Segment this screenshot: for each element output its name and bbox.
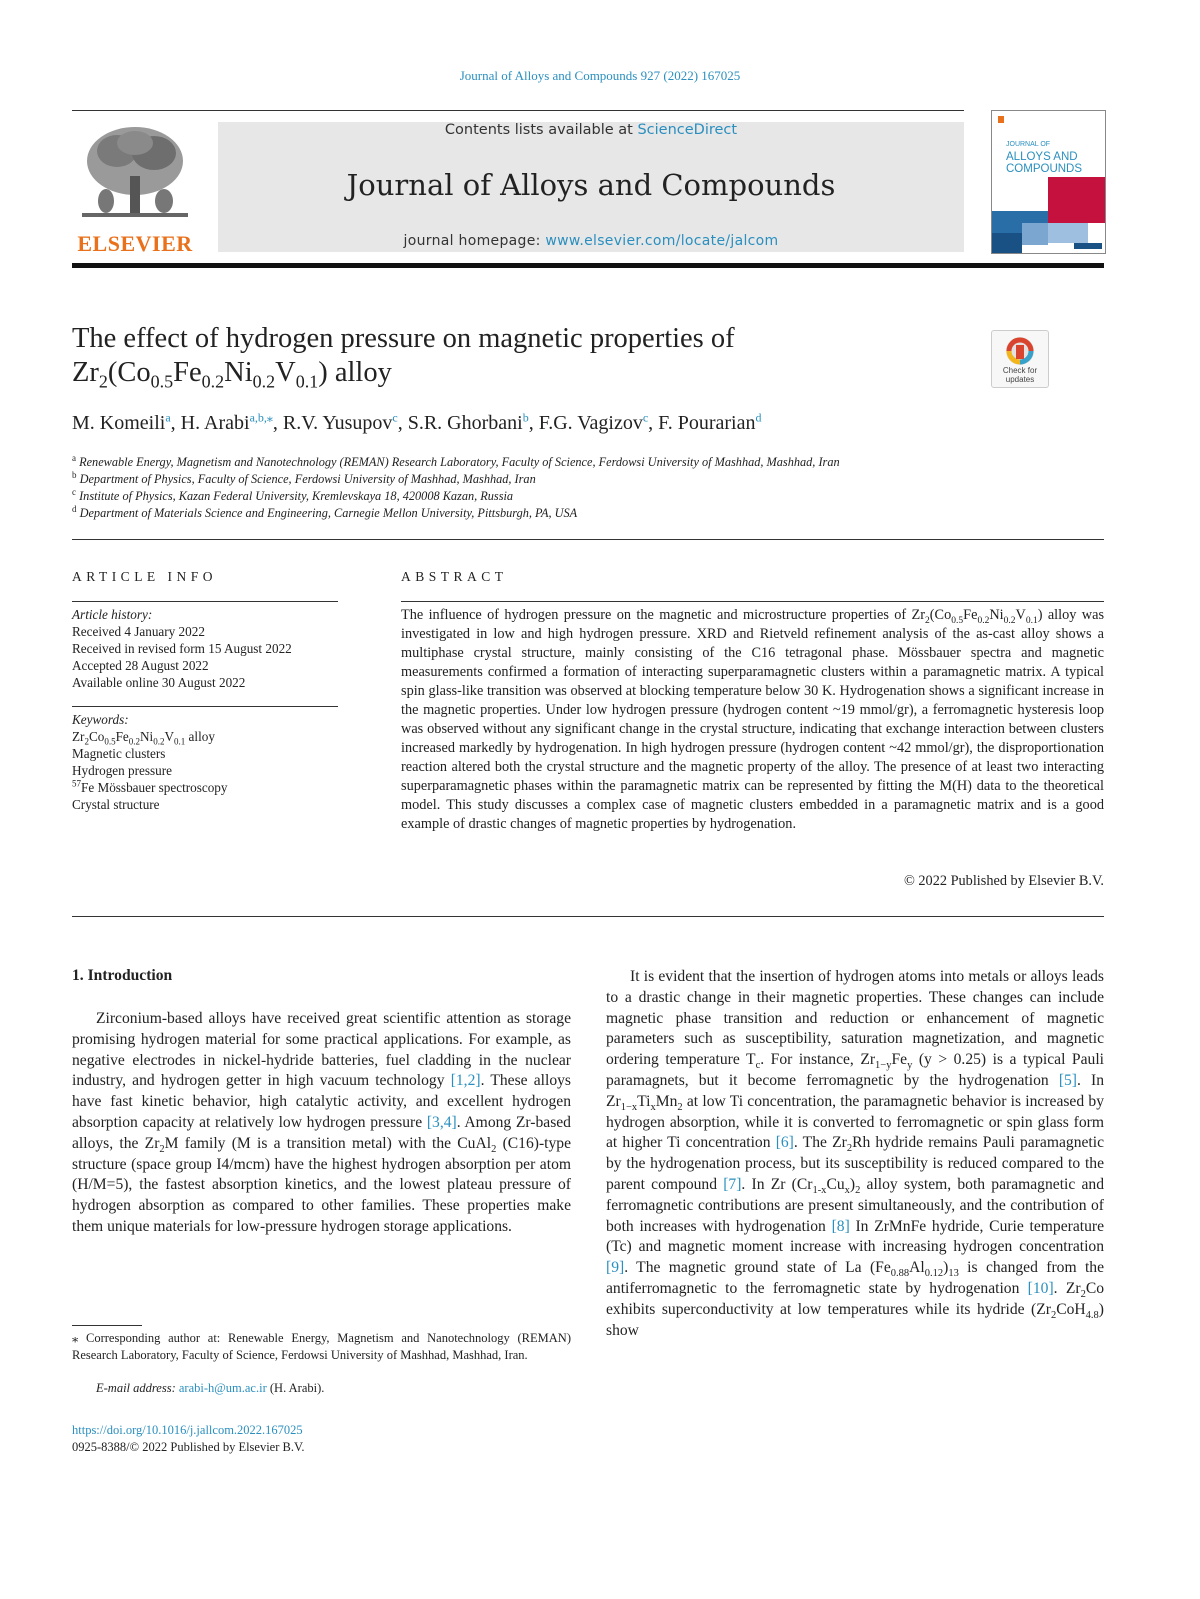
keyword-item: Crystal structure (72, 797, 160, 812)
history-item: Received 4 January 2022 (72, 624, 205, 639)
doi-link-text[interactable]: https://doi.org/10.1016/j.jallcom.2022.167025 (72, 1423, 303, 1437)
journal-cover[interactable] (991, 110, 1106, 254)
contents-prefix: Contents lists available at (444, 122, 638, 138)
affiliation-key: a (72, 452, 76, 463)
paper-title-line: The effect of hydrogen pressure on magnetic properties of (72, 323, 735, 354)
contents-line (218, 122, 964, 138)
abstract-text: The influence of hydrogen pressure on the magnetic and microstructure properties of $Zr_2(Co_{0.5}Fe_{0.2}Ni_{0.2}V_{0.1})$ alloy was investigated in low and high hydrogen pressure. XRD and Rietveld refinement analysis of the as-cast alloy shows a multiphase crystal structure, mainly consisting of the C16 tetragonal phase. Mössbauer spectra and magnetic measurements confirmed a formation of interacting superparamagnetic clusters within a paramagnetic matrix. A typical spin glass-like transition was observed at blocking temperature below 30 K. Hydrogenation shows a significant increase in the magnetic properties. Under low hydrogen pressure (hydrogen content ~19 mmol/gr), a ferromagnetic hysteresis loop was observed without any significant change in the crystal structure, indicating that exchange interaction between clusters increased markedly by hydrogenation. In high hydrogen pressure (hydrogen content ~42 mmol/gr), the disproportionation reaction altered both the crystal structure and the magnetic property of the alloy. The presence of at least two interacting superparamagnetic phases within the paramagnetic matrix can be represented by fitting the M(H) data to the theoretical model. This study discusses a complex case of magnetic clusters embedded in a paramagnetic matrix and is a good example of drastic changes of magnetic properties by hydrogenation. (401, 607, 1105, 832)
elsevier-tree-icon (72, 121, 198, 229)
crossmark-button[interactable] (991, 330, 1049, 388)
affiliations-rule (72, 539, 1104, 540)
article-history (72, 606, 342, 691)
keyword-item: Hydrogen pressure (72, 763, 172, 778)
affiliation-key: b (72, 469, 77, 480)
citation-link[interactable]: [8] (831, 1217, 850, 1235)
author-name[interactable]: H. Arabi (180, 412, 250, 434)
paper-title-formula: $Zr_2(Co_{0.5}Fe_{0.2}Ni_{0.2}V_{0.1})$ alloy (72, 357, 392, 392)
author-affiliation-mark[interactable]: c (642, 410, 649, 425)
affiliation-text: Department of Physics, Faculty of Science, Ferdowsi University of Mashhad, Mashhad, Iran (79, 472, 536, 486)
masthead-rule (72, 263, 1104, 268)
email-suffix: (H. Arabi). (266, 1381, 325, 1395)
running-head[interactable]: Journal of Alloys and Compounds 927 (2022) 167025 (459, 68, 741, 83)
author-name[interactable]: F.G. Vagizov (538, 412, 643, 434)
footnote-rule (72, 1325, 142, 1326)
keyword-item: $Zr_2Co_{0.5}Fe_{0.2}Ni_{0.2}V_{0.1}$ alloy (72, 729, 215, 747)
history-item: Available online 30 August 2022 (72, 675, 246, 690)
journal-title: Journal of Alloys and Compounds (346, 168, 836, 202)
citation-link[interactable]: [3,4] (426, 1113, 457, 1131)
author-affiliation-mark[interactable]: a,b,⁎ (249, 410, 273, 425)
citation-link[interactable]: [9] (606, 1259, 625, 1277)
abstract-end-rule (72, 916, 1104, 917)
email-line (96, 1381, 324, 1396)
affiliation-text: Renewable Energy, Magnetism and Nanotechnology (REMAN) Research Laboratory, Faculty of Science, Ferdowsi University of Mashhad, Mashhad, Iran (79, 455, 840, 469)
paper-title (72, 322, 952, 390)
abstract-copyright: © 2022 Published by Elsevier B.V. (903, 873, 1104, 889)
citation-link[interactable]: [5] (1058, 1071, 1077, 1089)
cover-title-line: JOURNAL OF (1006, 141, 1051, 148)
author-affiliation-mark[interactable]: a (165, 410, 171, 425)
crossmark-label-line: updates (1005, 375, 1035, 384)
author-name[interactable]: F. Pourarian (658, 412, 756, 434)
keywords-label: Keywords: (72, 712, 129, 727)
article-info-rule (72, 601, 338, 602)
affiliation-text: Department of Materials Science and Engineering, Carnegie Mellon University, Pittsburgh, PA, USA (79, 506, 578, 520)
citation-link[interactable]: [10] (1027, 1279, 1054, 1297)
journal-masthead (218, 122, 964, 252)
author-name[interactable]: R.V. Yusupov (282, 412, 393, 434)
intro-paragraph-right: It is evident that the insertion of hydrogen atoms into metals or alloys leads to a drastic change in their magnetic properties. These changes can include magnetic phase transition and reduction or enhancement of magnetic parameters such as susceptibility, saturation magnetization, and magnetic ordering temperature $T_c$. For instance, $Zr_{1-y}Fe_y$ (y > 0.25) is a typical Pauli paramagnets, but it become ferromagnetic by the hydrogenation [5]. In $Zr_{1-x}Ti_xMn_2$ at low Ti concentration, the paramagnetic behavior is increased by hydrogen absorption, while it is converted to ferromagnetic or spin glass form at higher Ti concentration [6]. The $Zr_2Rh$ hydride remains Pauli paramagnetic by the hydrogenation process, but its susceptibility is reduced compared to the parent compound [7]. In Zr $(Cr_{1-x}Cu_x)_2$ alloy system, both paramagnetic and ferromagnetic contributions are present simultaneously, and the contribution of both increases with hydrogenation [8] In ZrMnFe hydride, Curie temperature (Tc) and magnetic moment increase with increasing hydrogen concentration [9]. The magnetic ground state of La $(Fe_{0.88}Al_{0.12})_{13}$ is changed from the antiferromagnetic to the ferromagnetic state by hydrogenation [10]. $Zr_2Co$ exhibits superconductivity at low temperatures while its hydride $(Zr_2CoH_{4.8})$ show (606, 968, 1105, 1339)
citation-link[interactable]: [7] (723, 1175, 742, 1193)
crossmark-label-line: Check for (1002, 366, 1038, 375)
affiliations (72, 454, 1104, 522)
cover-title-line: ALLOYS AND (1006, 151, 1078, 163)
author-list: M. Komeili$^a$, H. Arabi$^{a,b,⁎}$, R.V. Yusupov$^c$, S.R. Ghorbani$^b$, F.G. Vagizov$^c$, F. Pourarian$^d$ (72, 410, 762, 434)
affiliation-key: c (72, 486, 76, 497)
cover-title (1006, 139, 1082, 175)
affiliation-item (72, 454, 1104, 471)
intro-paragraph: Zirconium-based alloys have received great scientific attention as storage promising hydrogen material for some practical applications. For example, as negative electrodes in nickel-hydride batteries, fuel cladding in the nuclear industry, and hydrogen getter in high vacuum technology [1,2]. These alloys have fast kinetic behavior, high catalytic activity, and excellent hydrogen absorption capacity at relatively low hydrogen pressure [3,4]. Among Zr-based alloys, the $Zr_2M$ family (M is a transition metal) with the CuAl$_2$ (C16)-type structure (space group I4/mcm) have the highest hydrogen absorption per atom (H/M=5), the fastest absorption kinetics, and the lowest plateau pressure of hydrogen absorption as compared to other families. These properties make them unique materials for low-pressure hydrogen storage applications. (72, 1010, 571, 1235)
abstract-heading: ABSTRACT (401, 569, 508, 584)
citation-link[interactable]: [6] (775, 1134, 794, 1152)
affiliation-item (72, 505, 1104, 522)
author-name[interactable]: S.R. Ghorbani (407, 412, 523, 434)
sciencedirect-link[interactable]: ScienceDirect (637, 122, 738, 138)
top-rule (72, 110, 964, 111)
elsevier-wordmark: ELSEVIER (77, 231, 193, 256)
corresponding-author-footnote: ⁎ Corresponding author at: Renewable Energy, Magnetism and Nanotechnology (REMAN) Research Laboratory, Faculty of Science, Ferdowsi University of Mashhad, Mashhad, Iran. (72, 1331, 571, 1362)
email-label: E-mail address: (96, 1381, 179, 1395)
crossmark-label (992, 366, 1048, 384)
author-name[interactable]: M. Komeili (72, 412, 166, 434)
homepage-line (218, 233, 964, 249)
cover-title-line: COMPOUNDS (1006, 163, 1083, 175)
keywords-rule (72, 706, 338, 707)
author-affiliation-mark[interactable]: c (392, 410, 398, 425)
affiliation-text: Institute of Physics, Kazan Federal University, Kremlevskaya 18, 420008 Kazan, Russia (79, 489, 514, 503)
history-item: Received in revised form 15 August 2022 (72, 641, 292, 656)
elsevier-logo[interactable] (72, 121, 198, 256)
abstract-rule (401, 601, 1104, 602)
affiliation-item (72, 488, 1104, 505)
history-label: Article history: (72, 607, 153, 622)
homepage-link[interactable]: www.elsevier.com/locate/jalcom (545, 233, 779, 249)
article-info-heading: ARTICLE INFO (72, 569, 218, 584)
affiliation-item (72, 471, 1104, 488)
homepage-prefix: journal homepage: (403, 233, 546, 249)
author-affiliation-mark[interactable]: b (522, 410, 529, 425)
affiliation-key: d (72, 503, 77, 514)
history-item: Accepted 28 August 2022 (72, 658, 209, 673)
keywords (72, 711, 342, 813)
email-link[interactable]: arabi-h@um.ac.ir (178, 1381, 267, 1395)
section-heading-introduction: 1. Introduction (72, 967, 173, 984)
author-affiliation-mark[interactable]: d (755, 410, 762, 425)
keyword-text: Fe Mössbauer spectroscopy (81, 780, 228, 795)
keyword-item: Magnetic clusters (72, 746, 166, 761)
keyword-item: $^{57}$Fe Mössbauer spectroscopy (72, 778, 228, 795)
doi-link[interactable] (72, 1423, 303, 1438)
issn-line: 0925-8388/© 2022 Published by Elsevier B.V. (72, 1440, 305, 1454)
cover-art-icon (992, 111, 1105, 253)
citation-link[interactable]: [1,2] (450, 1072, 481, 1090)
